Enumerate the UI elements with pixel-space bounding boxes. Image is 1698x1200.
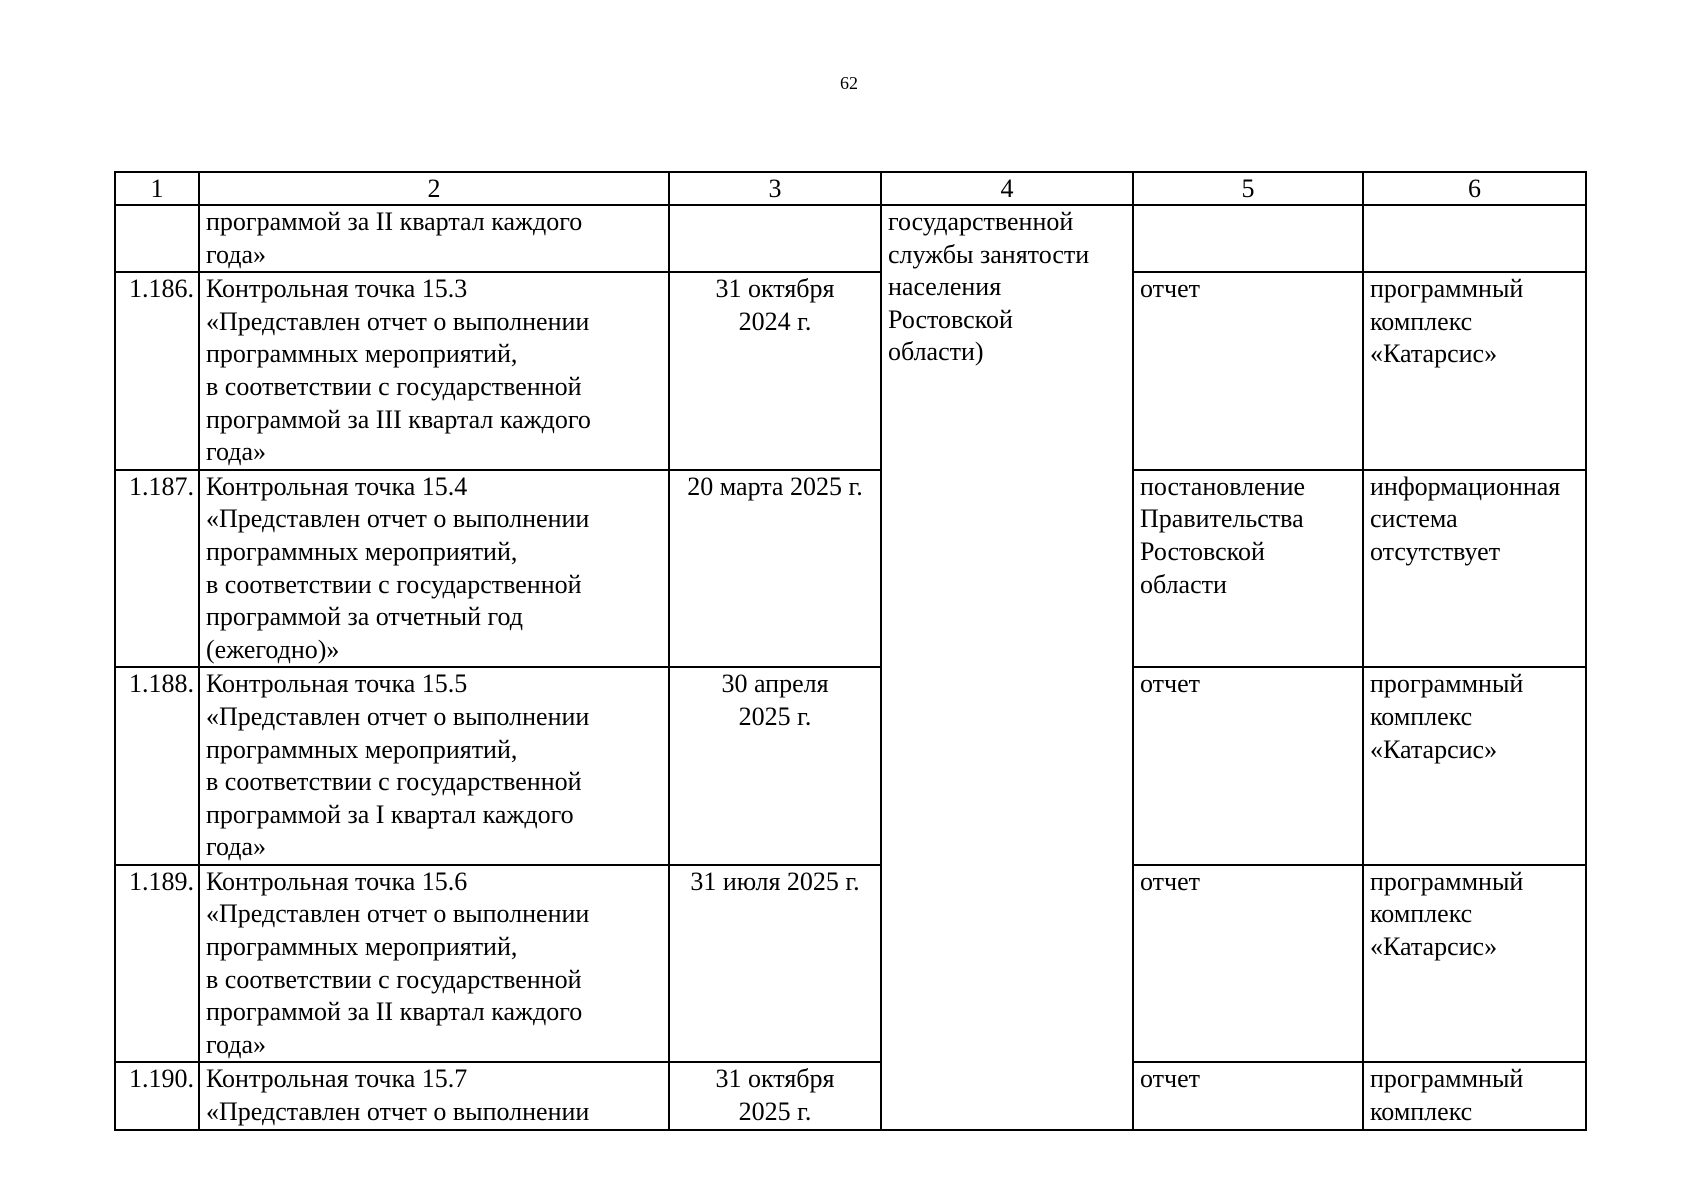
title-cell: Контрольная точка 15.3 «Представлен отчет о выполнении программных мероприятий, в соответствии с государственной программой за III квартал каждого года» — [199, 272, 669, 470]
row-number-cell: 1.188. — [115, 667, 199, 865]
date-cell: 31 октября 2025 г. — [669, 1062, 881, 1129]
column-header: 1 — [115, 172, 199, 205]
document-cell — [1133, 205, 1363, 272]
document-cell: отчет — [1133, 667, 1363, 865]
column-header: 6 — [1363, 172, 1586, 205]
system-cell: информационная система отсутствует — [1363, 470, 1586, 668]
document-cell: отчет — [1133, 272, 1363, 470]
system-cell: программный комплекс — [1363, 1062, 1586, 1129]
row-number-cell: 1.189. — [115, 865, 199, 1063]
table-row — [115, 470, 1586, 668]
table-row — [115, 667, 1586, 865]
column-number-row — [115, 172, 1586, 205]
title-cell: Контрольная точка 15.5 «Представлен отчет о выполнении программных мероприятий, в соответствии с государственной программой за I квартал каждого года» — [199, 667, 669, 865]
document-cell: отчет — [1133, 1062, 1363, 1129]
column-header: 4 — [881, 172, 1133, 205]
row-number-cell: 1.186. — [115, 272, 199, 470]
page-number: 62 — [840, 73, 858, 93]
system-cell: программный комплекс «Катарсис» — [1363, 667, 1586, 865]
table-row — [115, 865, 1586, 1063]
column-header: 5 — [1133, 172, 1363, 205]
table-row — [115, 272, 1586, 470]
document-cell: отчет — [1133, 865, 1363, 1063]
responsible-cell: государственной службы занятости населения Ростовской области) — [881, 205, 1133, 1130]
title-cell: Контрольная точка 15.6 «Представлен отчет о выполнении программных мероприятий, в соответствии с государственной программой за II квартал каждого года» — [199, 865, 669, 1063]
column-header: 2 — [199, 172, 669, 205]
title-cell: программой за II квартал каждого года» — [199, 205, 669, 272]
date-cell: 31 июля 2025 г. — [669, 865, 881, 1063]
system-cell: программный комплекс «Катарсис» — [1363, 865, 1586, 1063]
date-cell: 31 октября 2024 г. — [669, 272, 881, 470]
date-cell: 30 апреля 2025 г. — [669, 667, 881, 865]
system-cell: программный комплекс «Катарсис» — [1363, 272, 1586, 470]
system-cell — [1363, 205, 1586, 272]
date-cell — [669, 205, 881, 272]
column-header: 3 — [669, 172, 881, 205]
document-cell: постановление Правительства Ростовской области — [1133, 470, 1363, 668]
control-points-table — [114, 171, 1587, 1131]
title-cell: Контрольная точка 15.4 «Представлен отчет о выполнении программных мероприятий, в соответствии с государственной программой за отчетный год (ежегодно)» — [199, 470, 669, 668]
row-number-cell: 1.187. — [115, 470, 199, 668]
date-cell: 20 марта 2025 г. — [669, 470, 881, 668]
table-row — [115, 1062, 1586, 1129]
continuation-row — [115, 205, 1586, 272]
row-number-cell: 1.190. — [115, 1062, 199, 1129]
title-cell: Контрольная точка 15.7 «Представлен отчет о выполнении — [199, 1062, 669, 1129]
row-number-cell — [115, 205, 199, 272]
